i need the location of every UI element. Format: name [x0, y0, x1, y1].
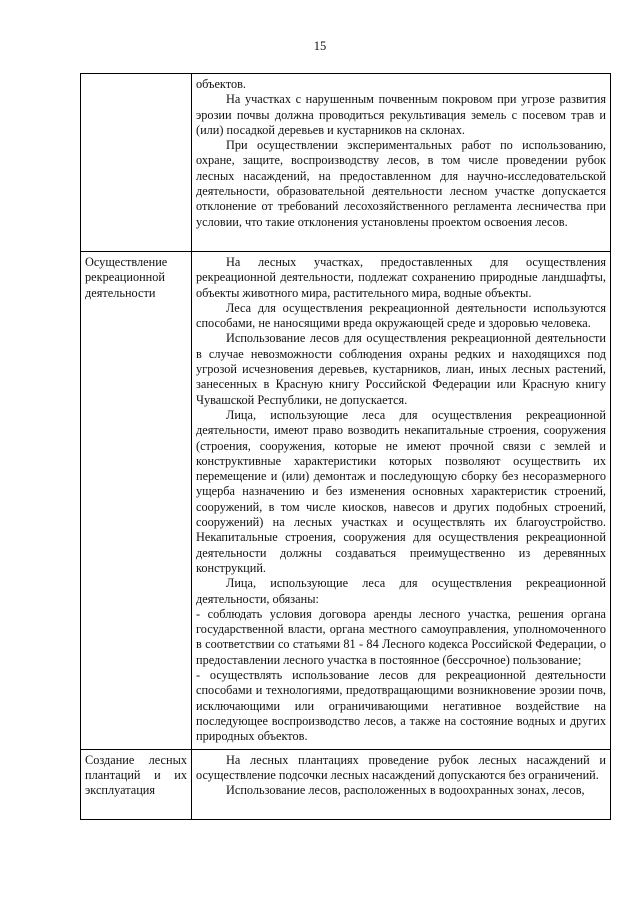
paragraph: Использование лесов для осуществления рекреационной деятельности в случае невозможности соблюдения охраны редких и находящихся под угрозой исчезновения деревьев, кустарников, лиан, иных лесных растений, занесенных в Красную книгу Российской Федерации или Красную книгу Чувашской Республики, не допускается.	[196, 331, 606, 407]
paragraph: На лесных участках, предоставленных для осуществления рекреационной деятельности, подлежат сохранению природные ландшафты, объекты животного мира, растительного мира, водные объекты.	[196, 255, 606, 300]
page-number: 15	[313, 39, 327, 53]
paragraph: - осуществлять использование лесов для рекреационной деятельности способами и технологиями, предотвращающими возникновение эрозии почв, исключающими или ограничивающими негативное воздействие на последующее воспроизводство лесов, а также на состояние водных и других природных объектов.	[196, 668, 606, 744]
table-row	[81, 74, 611, 252]
paragraph: На участках с нарушенным почвенным покровом при угрозе развития эрозии почвы должна проводиться рекультивация земель с посевом трав и (или) посадкой деревьев и кустарников на склонах.	[196, 92, 606, 137]
paragraph: Лица, использующие леса для осуществления рекреационной деятельности, обязаны:	[196, 576, 606, 606]
row-content-cell	[192, 74, 611, 252]
paragraph: - соблюдать условия договора аренды лесного участка, решения органа государственной власти, органа местного самоуправления, уполномоченного в соответствии со статьями 81 - 84 Лесного кодекса Российской Федерации, о предоставлении лесного участка в постоянное (бессрочное) пользование;	[196, 606, 606, 667]
paragraph: Леса для осуществления рекреационной деятельности используются способами, не наносящими вреда окружающей среде и здоровью человека.	[196, 300, 606, 331]
row-content-cell	[192, 252, 611, 750]
paragraph: Лица, использующие леса для осуществления рекреационной деятельности, имеют право возводить некапитальные строения, сооружения (строения, сооружения, которые не имеют прочной связи с землей и конструктивные характеристики которых позволяют осуществить их перемещение и (или) демонтаж и последующую сборку без несоразмерного ущерба назначению и без изменения основных характеристик строений, сооружений, в том числе киосков, навесов и других подобных строений, сооружений) на лесных участках и осуществлять их благоустройство. Некапитальные строения, сооружения для осуществления рекреационной деятельности должны создаваться преимущественно из деревянных конструкций.	[196, 407, 606, 575]
row-label: Осуществление рекреационной деятельности	[85, 255, 168, 300]
regulation-table	[80, 73, 611, 820]
paragraph: На лесных плантациях проведение рубок лесных насаждений и осуществление подсочки лесных насаждений допускаются без ограничений.	[196, 752, 606, 782]
row-label-cell	[81, 749, 192, 819]
row-label-cell	[81, 252, 192, 750]
table-row	[81, 252, 611, 750]
row-content-cell	[192, 749, 611, 819]
paragraph: Использование лесов, расположенных в водоохранных зонах, лесов,	[226, 783, 585, 798]
row-label-cell	[81, 74, 192, 252]
table-row	[81, 749, 611, 819]
paragraph: При осуществлении экспериментальных работ по использованию, охране, защите, воспроизводству лесов, в том числе проведении рубок лесных насаждений, на предоставленном для научно-исследовательской деятельности, образовательной деятельности лесном участке допускается отклонение от требований лесохозяйственного регламента лесничества при условии, что такие отклонения установлены проектом освоения лесов.	[196, 138, 606, 229]
row-label: Создание лесных плантаций и их эксплуатация	[85, 752, 187, 798]
paragraph: объектов.	[196, 77, 246, 91]
